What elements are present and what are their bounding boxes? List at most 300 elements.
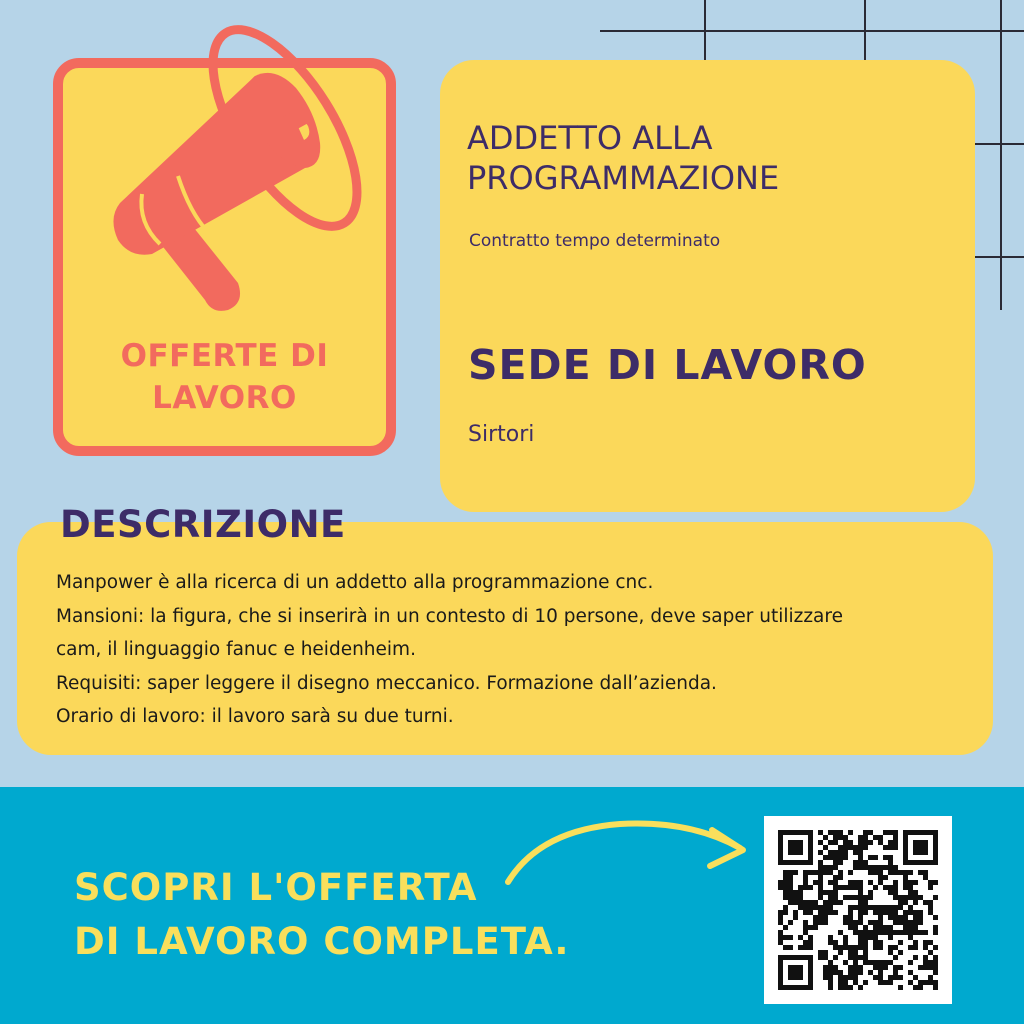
qr-module: [893, 945, 898, 950]
qr-module: [838, 835, 843, 840]
cta-line2: DI LAVORO COMPLETA.: [74, 920, 570, 963]
qr-module: [903, 900, 908, 905]
qr-module: [838, 985, 843, 990]
qr-module: [823, 910, 828, 915]
qr-module: [923, 980, 928, 985]
qr-module: [893, 835, 898, 840]
qr-module: [913, 985, 918, 990]
qr-module: [788, 880, 793, 885]
qr-module: [823, 890, 828, 895]
qr-module: [863, 950, 868, 955]
qr-module: [838, 950, 843, 955]
qr-module: [908, 890, 913, 895]
qr-module: [818, 860, 823, 865]
qr-module: [833, 955, 838, 960]
qr-module: [928, 885, 933, 890]
qr-module: [828, 855, 833, 860]
qr-module: [893, 975, 898, 980]
qr-module: [778, 940, 783, 945]
qr-module: [863, 830, 868, 835]
qr-module: [853, 965, 858, 970]
qr-module: [893, 895, 898, 900]
qr-module: [808, 870, 813, 875]
qr-module: [818, 865, 823, 870]
qr-module: [878, 960, 883, 965]
qr-module: [913, 890, 918, 895]
qr-module: [778, 935, 783, 940]
qr-module: [923, 870, 928, 875]
offer-title-line2: LAVORO: [152, 380, 297, 416]
qr-module: [863, 835, 868, 840]
qr-module: [928, 900, 933, 905]
qr-module: [848, 925, 853, 930]
qr-module: [818, 830, 823, 835]
qr-module: [863, 955, 868, 960]
qr-module: [878, 965, 883, 970]
qr-module: [818, 840, 823, 845]
qr-module: [863, 980, 868, 985]
qr-module: [808, 945, 813, 950]
qr-module: [803, 940, 808, 945]
qr-code-icon: [778, 830, 938, 990]
qr-module: [838, 975, 843, 980]
qr-module: [853, 925, 858, 930]
qr-module: [908, 945, 913, 950]
qr-module: [843, 940, 848, 945]
qr-module: [818, 850, 823, 855]
qr-module: [918, 870, 923, 875]
curved-arrow-icon: [500, 810, 760, 890]
qr-module: [828, 895, 833, 900]
qr-module: [853, 905, 858, 910]
qr-module: [923, 930, 928, 935]
qr-module: [833, 945, 838, 950]
qr-module: [898, 985, 903, 990]
qr-module: [868, 895, 873, 900]
qr-module: [913, 925, 918, 930]
qr-module: [893, 915, 898, 920]
qr-module: [838, 900, 843, 905]
qr-module: [868, 840, 873, 845]
qr-module: [858, 885, 863, 890]
qr-module: [868, 930, 873, 935]
qr-module: [888, 930, 893, 935]
qr-module: [833, 875, 838, 880]
qr-module: [863, 845, 868, 850]
qr-module: [788, 875, 793, 880]
qr-module: [798, 900, 803, 905]
qr-module: [923, 955, 928, 960]
qr-module: [833, 970, 838, 975]
qr-module: [878, 945, 883, 950]
qr-module: [883, 980, 888, 985]
qr-module: [843, 885, 848, 890]
qr-module: [888, 905, 893, 910]
qr-module: [878, 910, 883, 915]
qr-module: [873, 930, 878, 935]
qr-module: [823, 900, 828, 905]
qr-module: [848, 915, 853, 920]
grid-line: [1000, 0, 1002, 310]
cta-line1: SCOPRI L'OFFERTA: [74, 866, 478, 909]
qr-module: [848, 910, 853, 915]
qr-module: [783, 870, 788, 875]
qr-module: [858, 840, 863, 845]
qr-module: [883, 845, 888, 850]
qr-finder: [913, 840, 928, 855]
qr-module: [913, 930, 918, 935]
qr-module: [868, 890, 873, 895]
qr-module: [913, 975, 918, 980]
location-heading: SEDE DI LAVORO: [468, 341, 867, 389]
qr-module: [933, 970, 938, 975]
qr-module: [818, 870, 823, 875]
qr-module: [848, 870, 853, 875]
qr-module: [888, 860, 893, 865]
qr-module: [858, 900, 863, 905]
qr-module: [848, 905, 853, 910]
qr-module: [803, 905, 808, 910]
qr-module: [878, 880, 883, 885]
contract-type: Contratto tempo determinato: [469, 231, 721, 251]
qr-module: [788, 920, 793, 925]
qr-module: [853, 955, 858, 960]
qr-finder: [788, 840, 803, 855]
qr-module: [828, 850, 833, 855]
qr-module: [783, 945, 788, 950]
qr-module: [868, 865, 873, 870]
qr-module: [908, 910, 913, 915]
qr-module: [828, 900, 833, 905]
qr-module: [913, 945, 918, 950]
qr-module: [873, 940, 878, 945]
qr-module: [888, 830, 893, 835]
qr-module: [928, 960, 933, 965]
qr-module: [788, 890, 793, 895]
qr-module: [858, 905, 863, 910]
qr-module: [848, 895, 853, 900]
qr-module: [838, 970, 843, 975]
qr-module: [813, 880, 818, 885]
qr-module: [898, 895, 903, 900]
qr-module: [858, 880, 863, 885]
qr-module: [803, 885, 808, 890]
qr-module: [828, 905, 833, 910]
qr-module: [888, 870, 893, 875]
qr-module: [838, 845, 843, 850]
qr-module: [898, 975, 903, 980]
qr-module: [873, 910, 878, 915]
qr-module: [878, 970, 883, 975]
qr-module: [933, 955, 938, 960]
qr-module: [863, 900, 868, 905]
qr-module: [858, 895, 863, 900]
qr-module: [838, 945, 843, 950]
qr-module: [858, 930, 863, 935]
qr-module: [883, 885, 888, 890]
qr-module: [853, 860, 858, 865]
qr-module: [823, 975, 828, 980]
qr-module: [888, 945, 893, 950]
qr-module: [813, 925, 818, 930]
qr-module: [878, 905, 883, 910]
qr-module: [923, 945, 928, 950]
qr-module: [883, 905, 888, 910]
qr-module: [878, 980, 883, 985]
qr-module: [918, 965, 923, 970]
qr-module: [853, 880, 858, 885]
qr-module: [823, 955, 828, 960]
qr-module: [863, 940, 868, 945]
qr-module: [888, 910, 893, 915]
qr-module: [833, 900, 838, 905]
qr-module: [878, 930, 883, 935]
qr-module: [908, 980, 913, 985]
qr-module: [928, 940, 933, 945]
qr-finder: [788, 965, 803, 980]
qr-module: [798, 895, 803, 900]
qr-module: [823, 865, 828, 870]
qr-module: [818, 915, 823, 920]
qr-module: [833, 855, 838, 860]
qr-module: [878, 865, 883, 870]
qr-module: [933, 985, 938, 990]
qr-module: [823, 965, 828, 970]
qr-module: [788, 870, 793, 875]
grid-line: [704, 0, 706, 60]
qr-module: [863, 860, 868, 865]
qr-module: [873, 855, 878, 860]
qr-module: [848, 950, 853, 955]
qr-module: [908, 920, 913, 925]
qr-module: [918, 920, 923, 925]
qr-module: [818, 910, 823, 915]
qr-module: [873, 870, 878, 875]
qr-module: [813, 870, 818, 875]
offer-title: [53, 335, 396, 419]
qr-module: [868, 880, 873, 885]
qr-module: [833, 830, 838, 835]
qr-module: [903, 920, 908, 925]
qr-module: [828, 975, 833, 980]
qr-module: [883, 855, 888, 860]
qr-module: [823, 835, 828, 840]
description-body: [56, 566, 976, 734]
qr-module: [793, 910, 798, 915]
qr-module: [898, 905, 903, 910]
qr-module: [888, 845, 893, 850]
qr-module: [873, 865, 878, 870]
qr-module: [858, 965, 863, 970]
qr-module: [858, 915, 863, 920]
qr-module: [898, 900, 903, 905]
qr-module: [788, 900, 793, 905]
qr-module: [933, 980, 938, 985]
qr-module: [843, 850, 848, 855]
qr-module: [918, 930, 923, 935]
qr-module: [828, 830, 833, 835]
qr-module: [863, 945, 868, 950]
qr-module: [848, 840, 853, 845]
qr-module: [878, 835, 883, 840]
qr-module: [923, 965, 928, 970]
grid-line: [864, 0, 866, 60]
qr-module: [838, 930, 843, 935]
qr-module: [838, 885, 843, 890]
qr-module: [803, 875, 808, 880]
qr-module: [903, 930, 908, 935]
qr-module: [783, 885, 788, 890]
qr-module: [793, 915, 798, 920]
qr-module: [883, 965, 888, 970]
qr-module: [833, 840, 838, 845]
qr-module: [853, 885, 858, 890]
qr-module: [903, 885, 908, 890]
qr-module: [878, 975, 883, 980]
qr-module: [863, 840, 868, 845]
qr-module: [833, 835, 838, 840]
qr-module: [868, 920, 873, 925]
qr-module: [893, 930, 898, 935]
qr-module: [898, 870, 903, 875]
qr-module: [843, 935, 848, 940]
qr-module: [858, 855, 863, 860]
qr-module: [853, 895, 858, 900]
qr-module: [823, 845, 828, 850]
qr-module: [908, 885, 913, 890]
qr-module: [823, 915, 828, 920]
qr-module: [883, 865, 888, 870]
qr-module: [843, 915, 848, 920]
qr-module: [858, 890, 863, 895]
qr-module: [868, 970, 873, 975]
qr-module: [818, 875, 823, 880]
qr-module: [828, 935, 833, 940]
qr-module: [843, 920, 848, 925]
qr-module: [858, 850, 863, 855]
qr-module: [808, 900, 813, 905]
qr-module: [933, 895, 938, 900]
qr-module: [848, 955, 853, 960]
qr-module: [808, 885, 813, 890]
qr-module: [858, 935, 863, 940]
qr-module: [848, 970, 853, 975]
qr-module: [823, 970, 828, 975]
qr-module: [898, 950, 903, 955]
qr-module: [883, 910, 888, 915]
qr-module: [893, 870, 898, 875]
qr-module: [803, 945, 808, 950]
description-line: cam, il linguaggio fanuc e heidenheim.: [56, 639, 416, 660]
qr-module: [863, 895, 868, 900]
qr-module: [853, 975, 858, 980]
qr-module: [828, 960, 833, 965]
qr-module: [918, 895, 923, 900]
qr-module: [848, 880, 853, 885]
qr-module: [923, 900, 928, 905]
qr-module: [933, 925, 938, 930]
qr-module: [873, 965, 878, 970]
qr-module: [888, 840, 893, 845]
qr-module: [833, 890, 838, 895]
qr-module: [928, 965, 933, 970]
qr-module: [853, 930, 858, 935]
qr-module: [843, 845, 848, 850]
qr-module: [823, 905, 828, 910]
qr-module: [853, 850, 858, 855]
qr-module: [903, 880, 908, 885]
qr-module: [873, 960, 878, 965]
qr-module: [838, 875, 843, 880]
qr-module: [893, 965, 898, 970]
qr-module: [843, 960, 848, 965]
qr-module: [868, 830, 873, 835]
qr-module: [818, 905, 823, 910]
qr-module: [833, 850, 838, 855]
qr-module: [893, 830, 898, 835]
qr-module: [818, 950, 823, 955]
qr-module: [833, 865, 838, 870]
qr-module: [848, 945, 853, 950]
qr-module: [853, 920, 858, 925]
qr-module: [783, 935, 788, 940]
qr-module: [913, 955, 918, 960]
qr-module: [888, 915, 893, 920]
qr-module: [818, 885, 823, 890]
qr-module: [798, 935, 803, 940]
qr-module: [803, 910, 808, 915]
description-line: Orario di lavoro: il lavoro sarà su due turni.: [56, 706, 454, 727]
qr-module: [833, 910, 838, 915]
qr-module: [853, 845, 858, 850]
qr-module: [813, 920, 818, 925]
qr-module: [818, 890, 823, 895]
qr-module: [778, 930, 783, 935]
qr-module: [903, 915, 908, 920]
qr-module: [893, 905, 898, 910]
qr-module: [898, 940, 903, 945]
qr-module: [898, 920, 903, 925]
qr-module: [788, 935, 793, 940]
qr-module: [788, 885, 793, 890]
qr-module: [903, 875, 908, 880]
qr-module: [803, 870, 808, 875]
qr-module: [928, 905, 933, 910]
qr-module: [848, 975, 853, 980]
qr-module: [873, 920, 878, 925]
qr-module: [888, 865, 893, 870]
qr-module: [918, 910, 923, 915]
qr-module: [798, 885, 803, 890]
qr-module: [888, 890, 893, 895]
qr-module: [863, 930, 868, 935]
qr-module: [888, 980, 893, 985]
qr-module: [923, 960, 928, 965]
qr-module: [918, 985, 923, 990]
grid-line: [600, 30, 1024, 32]
qr-module: [848, 920, 853, 925]
description-line: Mansioni: la figura, che si inserirà in un contesto di 10 persone, deve saper utilizzare: [56, 605, 843, 627]
qr-module: [883, 960, 888, 965]
qr-module: [878, 940, 883, 945]
qr-module: [933, 960, 938, 965]
qr-module: [838, 830, 843, 835]
qr-module: [828, 870, 833, 875]
qr-module: [803, 920, 808, 925]
qr-module: [828, 985, 833, 990]
qr-module: [893, 845, 898, 850]
qr-module: [848, 885, 853, 890]
